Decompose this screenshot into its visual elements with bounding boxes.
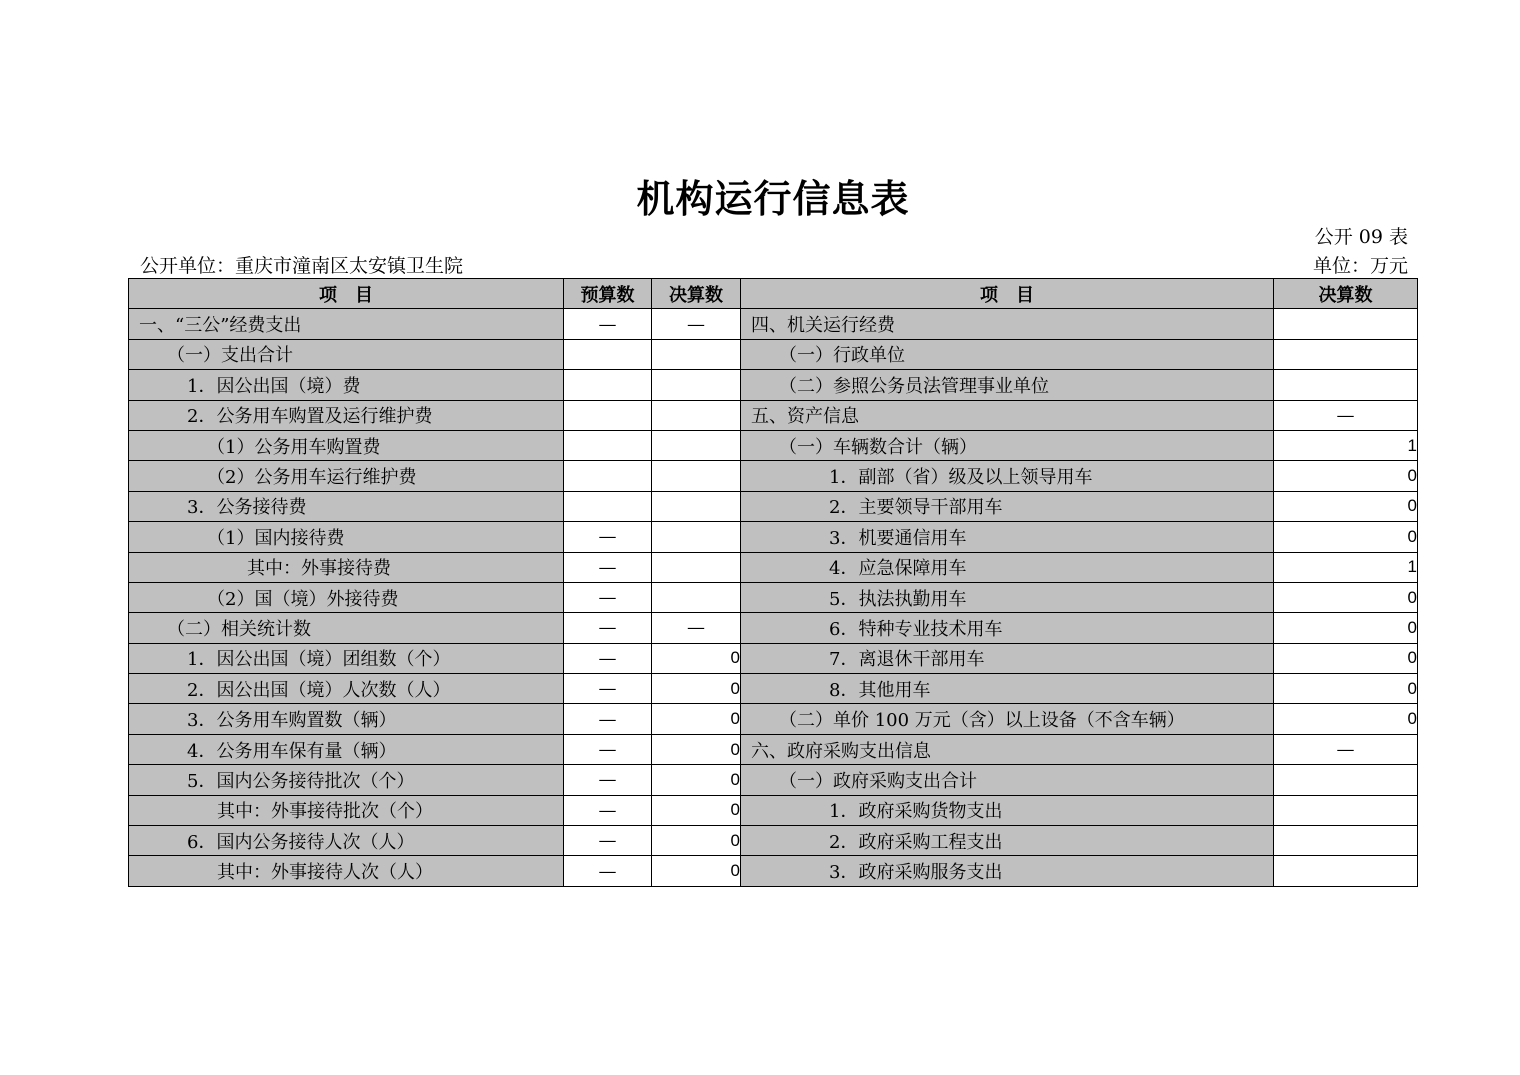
left-item-label: 其中：外事接待人次（人） xyxy=(129,856,564,886)
left-item-label: 1．因公出国（境）费 xyxy=(129,370,564,400)
budget-value: — xyxy=(564,826,652,856)
right-item-label: （一）车辆数合计（辆） xyxy=(741,430,1274,460)
final-value xyxy=(652,400,741,430)
right-item-label: 7．离退休干部用车 xyxy=(741,643,1274,673)
right-final-value: 0 xyxy=(1274,704,1418,734)
page-title: 机构运行信息表 xyxy=(636,176,910,221)
budget-value xyxy=(564,491,652,521)
right-final-value xyxy=(1274,339,1418,369)
right-item-label: 6．特种专业技术用车 xyxy=(741,613,1274,643)
budget-value: — xyxy=(564,734,652,764)
left-item-label: （1）公务用车购置费 xyxy=(129,430,564,460)
publishing-unit: 公开单位：重庆市潼南区太安镇卫生院 xyxy=(140,255,464,277)
right-item-label: 5．执法执勤用车 xyxy=(741,582,1274,612)
final-value xyxy=(652,339,741,369)
right-final-value xyxy=(1274,826,1418,856)
left-item-label: 4．公务用车保有量（辆） xyxy=(129,734,564,764)
right-item-label: 四、机关运行经费 xyxy=(741,309,1274,339)
budget-value: — xyxy=(564,309,652,339)
table-row xyxy=(129,674,1418,704)
left-item-label: 3．公务接待费 xyxy=(129,491,564,521)
budget-value xyxy=(564,461,652,491)
right-final-value: 0 xyxy=(1274,491,1418,521)
final-value xyxy=(652,552,741,582)
table-row xyxy=(129,856,1418,886)
budget-value: — xyxy=(564,522,652,552)
header-budget: 预算数 xyxy=(564,279,652,309)
right-item-label: （一）政府采购支出合计 xyxy=(741,765,1274,795)
table-number: 公开 09 表 xyxy=(1314,226,1408,248)
table-row xyxy=(129,734,1418,764)
right-final-value: 1 xyxy=(1274,552,1418,582)
left-item-label: 其中：外事接待费 xyxy=(129,552,564,582)
right-item-label: 五、资产信息 xyxy=(741,400,1274,430)
left-item-label: 2．公务用车购置及运行维护费 xyxy=(129,400,564,430)
info-table xyxy=(128,278,1418,887)
budget-value: — xyxy=(564,613,652,643)
right-item-label: （二）参照公务员法管理事业单位 xyxy=(741,370,1274,400)
right-item-label: （一）行政单位 xyxy=(741,339,1274,369)
right-item-label: 2．政府采购工程支出 xyxy=(741,826,1274,856)
table-row xyxy=(129,582,1418,612)
right-item-label: 3．政府采购服务支出 xyxy=(741,856,1274,886)
right-final-value: 0 xyxy=(1274,582,1418,612)
left-item-label: 1．因公出国（境）团组数（个） xyxy=(129,643,564,673)
table-row xyxy=(129,430,1418,460)
final-value: 0 xyxy=(652,674,741,704)
left-item-label: 3．公务用车购置数（辆） xyxy=(129,704,564,734)
right-final-value: 0 xyxy=(1274,643,1418,673)
final-value xyxy=(652,370,741,400)
table-row xyxy=(129,795,1418,825)
final-value xyxy=(652,430,741,460)
right-final-value xyxy=(1274,309,1418,339)
right-final-value xyxy=(1274,856,1418,886)
table-row xyxy=(129,400,1418,430)
right-item-label: 六、政府采购支出信息 xyxy=(741,734,1274,764)
right-item-label: 1．副部（省）级及以上领导用车 xyxy=(741,461,1274,491)
currency-unit: 单位：万元 xyxy=(1312,255,1408,277)
budget-value xyxy=(564,430,652,460)
table-row xyxy=(129,826,1418,856)
budget-value: — xyxy=(564,765,652,795)
right-item-label: （二）单价 100 万元（含）以上设备（不含车辆） xyxy=(741,704,1274,734)
header-right-item: 项 目 xyxy=(741,279,1274,309)
final-value: — xyxy=(652,613,741,643)
table-row xyxy=(129,309,1418,339)
left-item-label: （一）支出合计 xyxy=(129,339,564,369)
left-item-label: 2．因公出国（境）人次数（人） xyxy=(129,674,564,704)
right-final-value: 0 xyxy=(1274,674,1418,704)
left-item-label: （2）国（境）外接待费 xyxy=(129,582,564,612)
final-value: 0 xyxy=(652,643,741,673)
left-item-label: 6．国内公务接待人次（人） xyxy=(129,826,564,856)
final-value: 0 xyxy=(652,826,741,856)
right-item-label: 2．主要领导干部用车 xyxy=(741,491,1274,521)
budget-value: — xyxy=(564,582,652,612)
budget-value: — xyxy=(564,552,652,582)
right-item-label: 1．政府采购货物支出 xyxy=(741,795,1274,825)
budget-value xyxy=(564,370,652,400)
right-final-value: 0 xyxy=(1274,613,1418,643)
right-item-label: 3．机要通信用车 xyxy=(741,522,1274,552)
left-item-label: （二）相关统计数 xyxy=(129,613,564,643)
header-final: 决算数 xyxy=(652,279,741,309)
right-final-value: — xyxy=(1274,400,1418,430)
final-value xyxy=(652,522,741,552)
right-final-value xyxy=(1274,795,1418,825)
right-final-value: — xyxy=(1274,734,1418,764)
budget-value xyxy=(564,400,652,430)
table-row xyxy=(129,643,1418,673)
final-value xyxy=(652,582,741,612)
right-item-label: 4．应急保障用车 xyxy=(741,552,1274,582)
final-value: 0 xyxy=(652,734,741,764)
left-item-label: 其中：外事接待批次（个） xyxy=(129,795,564,825)
right-final-value: 1 xyxy=(1274,430,1418,460)
right-item-label: 8．其他用车 xyxy=(741,674,1274,704)
table-row xyxy=(129,370,1418,400)
left-item-label: （2）公务用车运行维护费 xyxy=(129,461,564,491)
table-row xyxy=(129,704,1418,734)
budget-value xyxy=(564,339,652,369)
table-row xyxy=(129,765,1418,795)
budget-value: — xyxy=(564,856,652,886)
budget-value: — xyxy=(564,704,652,734)
table-row xyxy=(129,339,1418,369)
table-row xyxy=(129,522,1418,552)
left-item-label: （1）国内接待费 xyxy=(129,522,564,552)
header-left-item: 项 目 xyxy=(129,279,564,309)
final-value: 0 xyxy=(652,704,741,734)
table-row xyxy=(129,491,1418,521)
budget-value: — xyxy=(564,643,652,673)
right-final-value xyxy=(1274,370,1418,400)
table-row xyxy=(129,461,1418,491)
left-item-label: 一、“三公”经费支出 xyxy=(129,309,564,339)
table-row xyxy=(129,552,1418,582)
budget-value: — xyxy=(564,795,652,825)
left-item-label: 5．国内公务接待批次（个） xyxy=(129,765,564,795)
table-header-row xyxy=(129,279,1418,309)
right-final-value xyxy=(1274,765,1418,795)
header-right-final: 决算数 xyxy=(1274,279,1418,309)
final-value xyxy=(652,461,741,491)
final-value xyxy=(652,491,741,521)
right-final-value: 0 xyxy=(1274,461,1418,491)
table-row xyxy=(129,613,1418,643)
final-value: 0 xyxy=(652,795,741,825)
final-value: 0 xyxy=(652,856,741,886)
right-final-value: 0 xyxy=(1274,522,1418,552)
final-value: — xyxy=(652,309,741,339)
final-value: 0 xyxy=(652,765,741,795)
budget-value: — xyxy=(564,674,652,704)
